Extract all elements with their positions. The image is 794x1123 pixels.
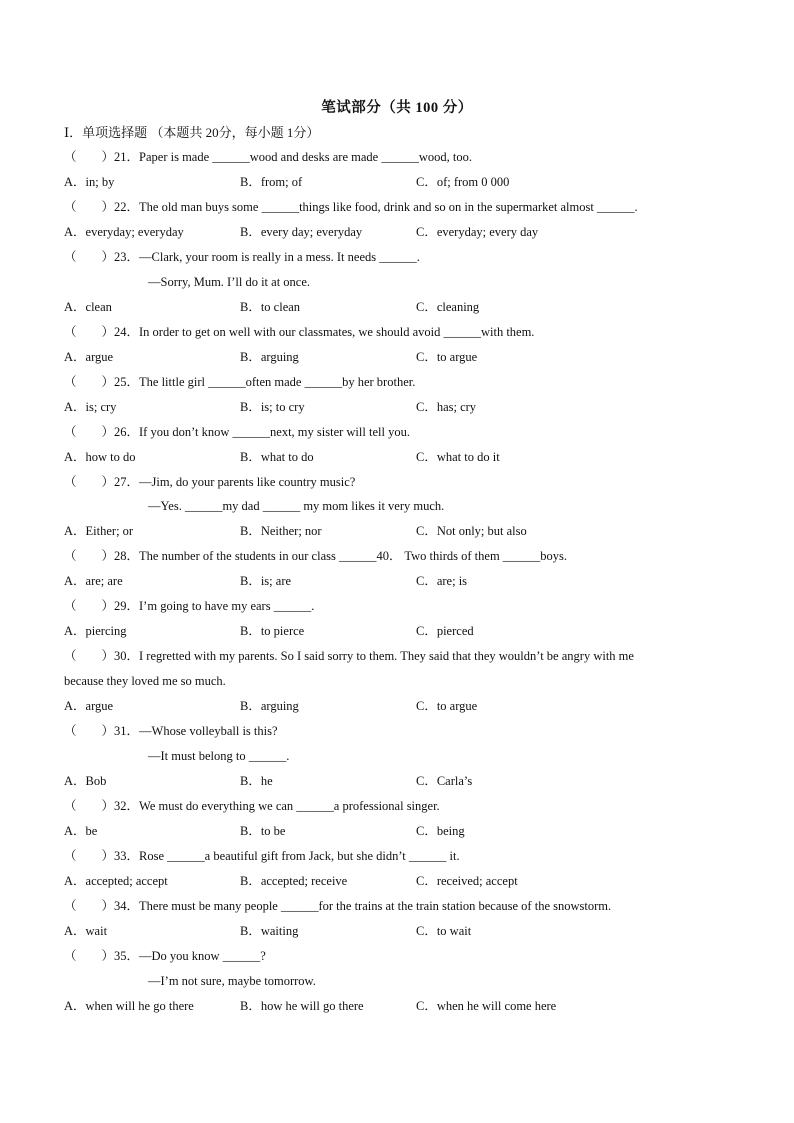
question-number: （ ）35． [64, 949, 140, 963]
question-text: —Jim, do your parents like country music? [139, 475, 356, 489]
question-21 [64, 148, 472, 166]
option-b: B．Neither; nor [240, 524, 322, 538]
option-a: A．wait [64, 924, 108, 938]
question-number: （ ）31． [64, 724, 140, 738]
question-text-continuation: because they loved me so much. [64, 674, 226, 688]
question-27 [64, 473, 355, 491]
option-b: B．waiting [240, 924, 299, 938]
question-28 [64, 547, 567, 565]
option-a: A．how to do [64, 450, 136, 464]
question-number: （ ）26． [64, 425, 140, 439]
option-c: C．cleaning [416, 300, 480, 314]
question-text: The number of the students in our class ______40． Two thirds of them ______boys. [139, 549, 568, 563]
question-number: （ ）29． [64, 599, 140, 613]
option-a: A．be [64, 824, 98, 838]
question-text: Paper is made ______wood and desks are made ______wood, too. [139, 150, 472, 164]
option-b: B．every day; everyday [240, 225, 363, 239]
question-31 [64, 722, 278, 740]
question-26 [64, 423, 410, 441]
question-35 [64, 947, 266, 965]
option-a: A．argue [64, 350, 114, 364]
option-c: C．when he will come here [416, 999, 557, 1013]
question-text: The old man buys some ______things like food, drink and so on in the supermarket almost ______. [139, 200, 638, 214]
question-25 [64, 373, 415, 391]
option-a: A．everyday; everyday [64, 225, 184, 239]
question-text: The little girl ______often made ______by her brother. [139, 375, 416, 389]
question-text: —Do you know ______? [139, 949, 266, 963]
question-number: （ ）25． [64, 375, 140, 389]
option-c: C．to argue [416, 699, 478, 713]
question-text-reply: —It must belong to ______. [148, 749, 290, 763]
question-32 [64, 797, 440, 815]
section-heading: Ⅰ．单项选择题 （本题共 20分，每小题 1分） [64, 125, 320, 140]
page-title: 笔试部分（共 100 分） [321, 100, 473, 116]
question-text: —Whose volleyball is this? [139, 724, 278, 738]
option-a: A．is; cry [64, 400, 117, 414]
question-text: We must do everything we can ______a professional singer. [139, 799, 440, 813]
question-number: （ ）23． [64, 250, 140, 264]
option-a: A．Either; or [64, 524, 134, 538]
question-30 [64, 647, 634, 665]
option-a: A．in; by [64, 175, 115, 189]
question-text: Rose ______a beautiful gift from Jack, but she didn’t ______ it. [139, 849, 460, 863]
option-a: A．are; are [64, 574, 123, 588]
option-c: C．to argue [416, 350, 478, 364]
option-c: C．received; accept [416, 874, 518, 888]
option-b: B．to be [240, 824, 286, 838]
option-c: C．what to do it [416, 450, 500, 464]
question-number: （ ）28． [64, 549, 140, 563]
question-number: （ ）34． [64, 899, 140, 913]
option-c: C．Not only; but also [416, 524, 527, 538]
question-33 [64, 847, 460, 865]
question-text: In order to get on well with our classmates, we should avoid ______with them. [139, 325, 535, 339]
question-text-reply: —I’m not sure, maybe tomorrow. [148, 974, 316, 988]
question-22 [64, 198, 638, 216]
option-c: C．being [416, 824, 465, 838]
question-number: （ ）27． [64, 475, 140, 489]
option-c: C．pierced [416, 624, 474, 638]
question-text: —Clark, your room is really in a mess. It needs ______. [139, 250, 420, 264]
question-number: （ ）32． [64, 799, 140, 813]
option-b: B．is; are [240, 574, 292, 588]
option-b: B．what to do [240, 450, 314, 464]
option-c: C．has; cry [416, 400, 477, 414]
question-number: （ ）21． [64, 150, 140, 164]
option-a: A．accepted; accept [64, 874, 168, 888]
question-number: （ ）33． [64, 849, 140, 863]
option-b: B．is; to cry [240, 400, 305, 414]
option-c: C．of; from 0 000 [416, 175, 510, 189]
question-24 [64, 323, 534, 341]
question-number: （ ）22． [64, 200, 140, 214]
question-text: If you don’t know ______next, my sister will tell you. [139, 425, 410, 439]
option-c: C．to wait [416, 924, 472, 938]
option-c: C．everyday; every day [416, 225, 539, 239]
option-a: A．argue [64, 699, 114, 713]
option-b: B．from; of [240, 175, 303, 189]
question-text-reply: —Yes. ______my dad ______ my mom likes it very much. [148, 499, 445, 513]
option-a: A．when will he go there [64, 999, 194, 1013]
question-number: （ ）30． [64, 649, 140, 663]
question-text-reply: —Sorry, Mum. I’ll do it at once. [148, 275, 311, 289]
option-b: B．to pierce [240, 624, 305, 638]
option-b: B．to clean [240, 300, 301, 314]
option-c: C．Carla’s [416, 774, 473, 788]
option-b: B．how he will go there [240, 999, 364, 1013]
option-a: A．Bob [64, 774, 107, 788]
option-b: B．arguing [240, 699, 299, 713]
option-a: A．clean [64, 300, 112, 314]
question-34 [64, 897, 611, 915]
option-c: C．are; is [416, 574, 468, 588]
question-29 [64, 597, 314, 615]
question-text: There must be many people ______for the trains at the train station because of the snowstorm. [139, 899, 612, 913]
option-b: B．accepted; receive [240, 874, 348, 888]
option-b: B．he [240, 774, 273, 788]
option-a: A．piercing [64, 624, 127, 638]
question-number: （ ）24． [64, 325, 140, 339]
question-23 [64, 248, 420, 266]
option-b: B．arguing [240, 350, 299, 364]
question-text: I’m going to have my ears ______. [139, 599, 315, 613]
question-text: I regretted with my parents. So I said sorry to them. They said that they wouldn’t be angry with me [139, 649, 634, 663]
